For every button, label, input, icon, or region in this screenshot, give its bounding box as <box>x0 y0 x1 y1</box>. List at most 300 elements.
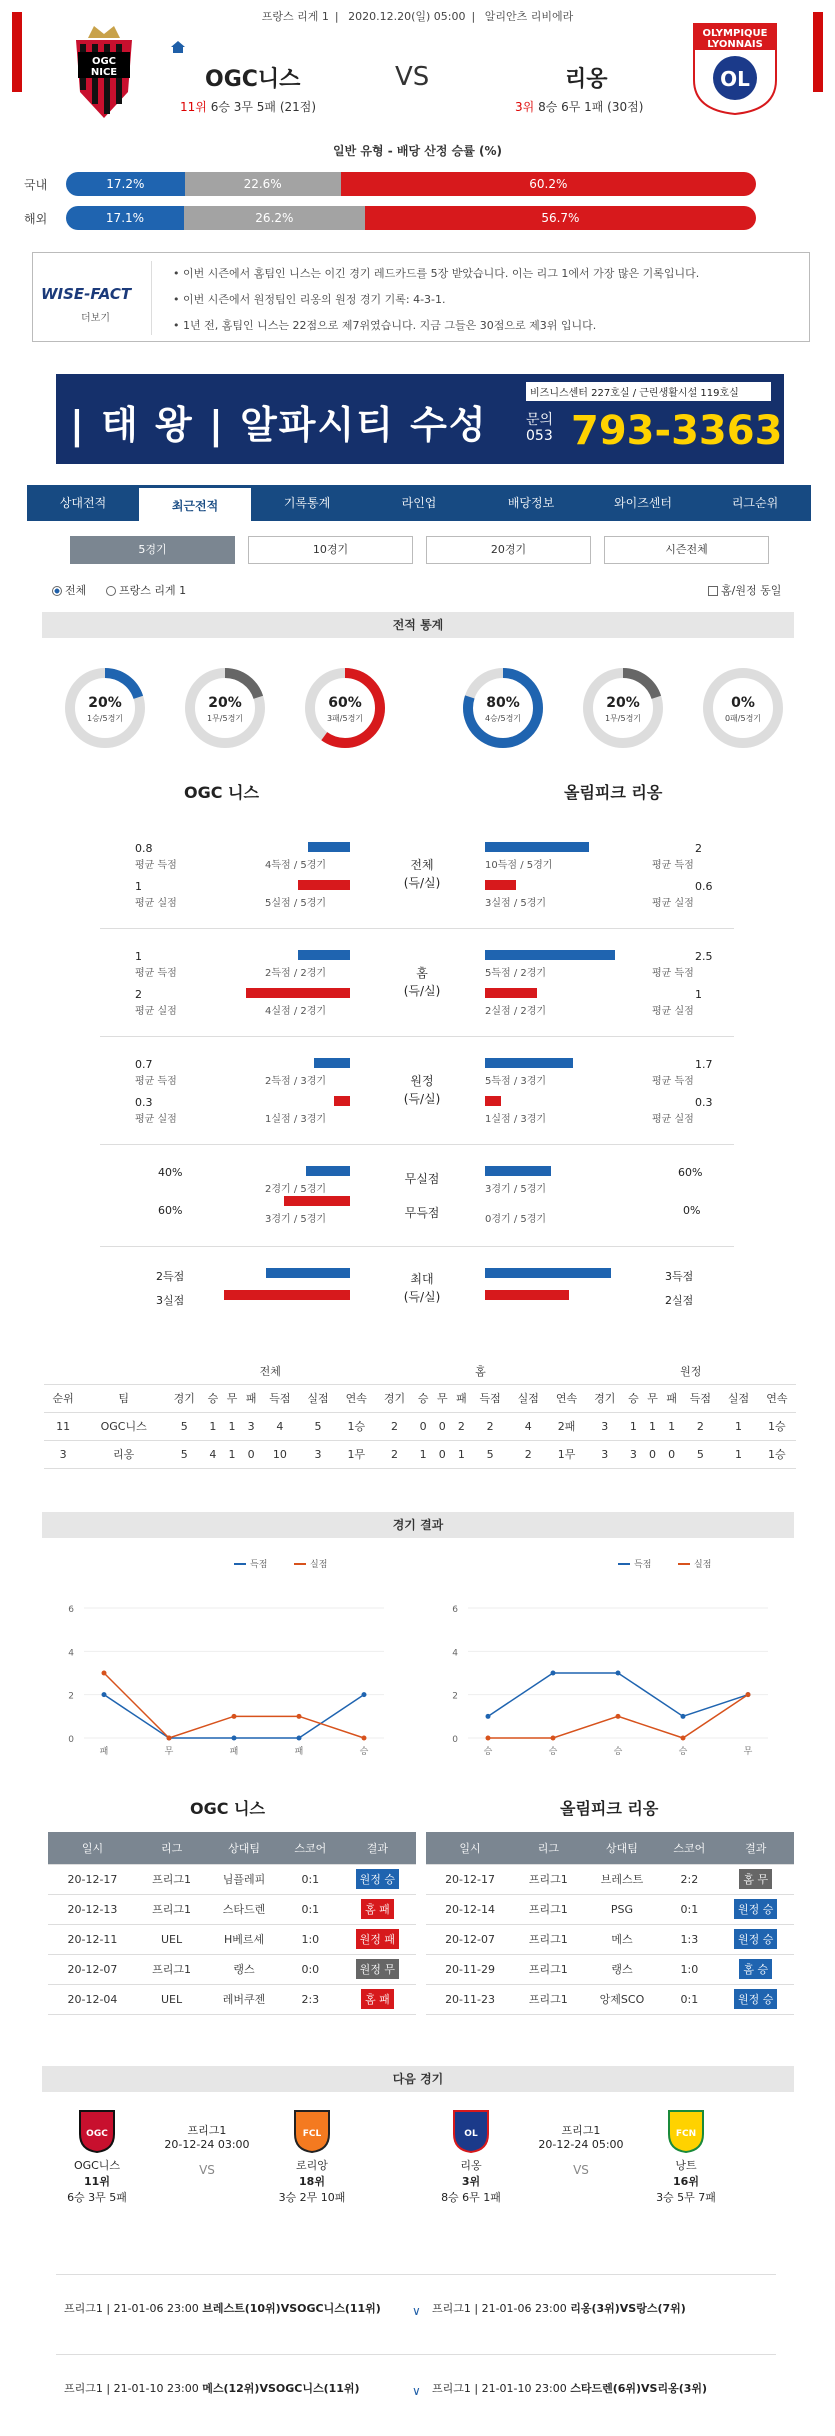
data-point <box>297 1714 302 1719</box>
away-goals-bar <box>485 1058 573 1068</box>
chevron-down-icon[interactable]: ∨ <box>412 2384 421 2398</box>
table-cell: PSG <box>583 1894 662 1924</box>
data-point <box>616 1714 621 1719</box>
away-max-conceded: 2실점 <box>665 1294 694 1307</box>
away-team-name: 리옹 <box>565 67 608 92</box>
divider <box>56 2274 776 2275</box>
fixture-home[interactable] <box>64 2380 360 2396</box>
table-cell: 1 <box>624 1412 643 1440</box>
result-cell <box>339 1984 416 2014</box>
table-cell: 20-12-07 <box>426 1924 514 1954</box>
next-away-team[interactable] <box>641 2108 731 2205</box>
away-goals-detail: 5득점 / 2경기 <box>485 968 547 979</box>
table-cell: 메스 <box>583 1924 662 1954</box>
table-cell: 1:3 <box>661 1924 717 1954</box>
table-cell: 1 <box>662 1412 681 1440</box>
stat-category: 홈 (득/실) <box>403 966 441 998</box>
donut-subtext: 1무/5경기 <box>604 714 642 723</box>
home-goals-label: 평균 득점 <box>135 1076 177 1087</box>
filter-20-games[interactable]: 20경기 <box>426 536 591 564</box>
team-crest <box>77 2108 117 2154</box>
tab-records[interactable]: 기록통계 <box>283 496 331 510</box>
table-cell: 3 <box>624 1440 643 1468</box>
next-date: 20-12-24 05:00 <box>538 2138 624 2151</box>
away-conceded-label: 평균 실점 <box>652 898 694 909</box>
chevron-down-icon[interactable]: ∨ <box>412 2304 421 2318</box>
svg-text:OLYMPIQUE: OLYMPIQUE <box>702 28 768 39</box>
fixture-teams: 스타드렌(6위)VS리옹(3위) <box>570 2382 708 2395</box>
table-cell: 2 <box>681 1412 719 1440</box>
table-cell <box>44 1358 165 1384</box>
team-rank: 11위 <box>84 2175 110 2188</box>
table-row[interactable] <box>48 1924 416 1954</box>
next-home-team[interactable] <box>426 2108 516 2205</box>
donut-subtext: 4승/5경기 <box>484 714 522 723</box>
team-crest <box>451 2108 491 2154</box>
table-cell: 프리그1 <box>137 1954 206 1984</box>
away-goals-label: 평균 득점 <box>652 860 694 871</box>
team-name: 로리앙 <box>296 2159 328 2172</box>
x-tick-label: 무 <box>164 1747 174 1757</box>
header-row <box>426 1832 794 1864</box>
fixture-teams: 브레스트(10위)VSOGC니스(11위) <box>202 2302 381 2315</box>
home-goals-bar <box>314 1058 350 1068</box>
home-max-conceded: 3실점 <box>156 1294 185 1307</box>
table-cell: 랭스 <box>206 1954 282 1984</box>
fixture-date: 프리그1 | 21-01-10 23:00 <box>64 2382 199 2395</box>
column-header: 승 <box>414 1384 433 1412</box>
table-cell: 20-12-07 <box>48 1954 137 1984</box>
x-tick-label: 승 <box>548 1747 558 1757</box>
column-header: 실점 <box>719 1384 757 1412</box>
data-point <box>102 1671 107 1676</box>
table-cell: 랭스 <box>583 1954 662 1984</box>
result-badge: 원정 승 <box>356 1869 399 1889</box>
column-header: 패 <box>452 1384 471 1412</box>
home-goals-avg: 1 <box>135 950 142 963</box>
stats-title: 전적 통계 <box>42 612 794 638</box>
column-header: 연속 <box>758 1384 796 1412</box>
table-cell: 프리그1 <box>514 1894 583 1924</box>
column-header: 무 <box>643 1384 662 1412</box>
ad-phone-area: 053 <box>526 428 553 444</box>
table-cell: 10 <box>261 1440 299 1468</box>
result-cell <box>717 1984 794 2014</box>
match-info: 프랑스 리게 1 | 2020.12.20(일) 05:00 | 알리안츠 리비에라 <box>261 10 574 23</box>
column-header: 경기 <box>165 1384 203 1412</box>
stats-away-team: 올림피크 리옹 <box>564 783 663 802</box>
data-point <box>551 1736 556 1741</box>
donut-chart <box>580 665 666 751</box>
table-cell: 0 <box>643 1440 662 1468</box>
table-cell: UEL <box>137 1924 206 1954</box>
svg-text:OL: OL <box>720 67 750 91</box>
table-cell: 2 <box>509 1440 547 1468</box>
home-conceded-detail: 4실점 / 2경기 <box>265 1006 327 1017</box>
table-cell: 2 <box>375 1440 413 1468</box>
home-no-goal-bar <box>284 1196 350 1206</box>
table-cell: 1 <box>222 1412 241 1440</box>
tab-wise-center[interactable]: 와이즈센터 <box>614 496 672 510</box>
table-cell: 4 <box>261 1412 299 1440</box>
donut-percent: 20% <box>208 695 242 711</box>
divider <box>100 1036 734 1037</box>
donut-chart <box>302 665 388 751</box>
result-cell <box>339 1894 416 1924</box>
radio-icon <box>52 586 62 596</box>
table-cell: 3 <box>44 1440 82 1468</box>
ad-phone-label <box>526 412 553 444</box>
table-row[interactable] <box>44 1412 796 1440</box>
home-conceded-avg: 0.3 <box>135 1096 153 1109</box>
away-conceded-detail: 2실점 / 2경기 <box>485 1006 547 1017</box>
x-tick-label: 승 <box>678 1747 688 1757</box>
team-rank: 3위 <box>461 2175 481 2188</box>
radio-league[interactable] <box>106 582 186 598</box>
filter-10-games[interactable]: 10경기 <box>248 536 413 564</box>
result-badge: 원정 승 <box>734 1929 777 1949</box>
column-header: 결과 <box>339 1832 416 1864</box>
away-rank: 3위 <box>515 100 535 114</box>
table-cell: 1승 <box>758 1440 796 1468</box>
next-match-info <box>526 2122 636 2177</box>
tab-recent[interactable]: 최근전적 <box>139 485 251 521</box>
table-cell: 2 <box>471 1412 509 1440</box>
table-cell: 20-12-13 <box>48 1894 137 1924</box>
table-cell: 프리그1 <box>137 1894 206 1924</box>
fixture-home[interactable] <box>64 2300 381 2316</box>
vs-label: VS <box>395 62 430 92</box>
y-tick-label: 6 <box>452 1605 458 1615</box>
filter-season[interactable]: 시즌전체 <box>604 536 769 564</box>
data-point <box>102 1692 107 1697</box>
table-row[interactable] <box>48 1984 416 2014</box>
table-row[interactable] <box>426 1954 794 1984</box>
results-home-team: OGC 니스 <box>190 1799 265 1818</box>
table-cell: 1 <box>452 1440 471 1468</box>
team-rank: 16위 <box>673 2175 699 2188</box>
column-header: 연속 <box>547 1384 585 1412</box>
legend-goals: 득점 <box>250 1560 268 1570</box>
x-tick-label: 패 <box>294 1747 304 1757</box>
wise-fact-3: • 1년 전, 홈팀인 니스는 22점으로 제7위였습니다. 지금 그들은 30점으로 제3위 입니다. <box>173 319 597 332</box>
home-conceded-bar <box>246 988 350 998</box>
odds-lose-segment: 56.7% <box>365 206 756 230</box>
team-record: 8승 6무 1패 <box>441 2191 501 2204</box>
ogc-nice-logo <box>68 22 140 122</box>
y-tick-label: 6 <box>68 1605 74 1615</box>
radio-icon <box>106 586 116 596</box>
data-point <box>551 1671 556 1676</box>
column-header: 무 <box>222 1384 241 1412</box>
away-goals-chart <box>428 1548 788 1778</box>
divider <box>151 261 152 335</box>
wise-fact-logo: WISE-FACT <box>41 285 132 303</box>
column-header: 리그 <box>514 1832 583 1864</box>
tab-lineup[interactable]: 라인업 <box>401 496 437 510</box>
result-cell <box>717 1864 794 1894</box>
away-no-goal-pct: 0% <box>683 1204 701 1217</box>
table-cell: 20-12-14 <box>426 1894 514 1924</box>
wise-fact-box <box>32 252 810 342</box>
home-conceded-detail: 1실점 / 3경기 <box>265 1114 327 1125</box>
y-tick-label: 2 <box>452 1691 458 1702</box>
away-conceded-label: 평균 실점 <box>652 1114 694 1125</box>
donut-percent: 80% <box>486 695 520 711</box>
group-total: 전체 <box>165 1358 375 1384</box>
table-cell: 0:1 <box>661 1984 717 2014</box>
home-team-name: OGC니스 <box>205 67 301 92</box>
home-conceded-label: 평균 실점 <box>135 898 177 909</box>
results-title: 경기 결과 <box>42 1512 794 1538</box>
wise-fact-1-text: 이번 시즌에서 홈팀인 니스는 이긴 경기 레드카드를 5장 받았습니다. 이는 리그 1에서 가장 많은 기록입니다. <box>183 267 700 280</box>
radio-all[interactable] <box>52 582 86 598</box>
table-cell: 0 <box>433 1412 452 1440</box>
svg-text:FCL: FCL <box>302 2129 322 2139</box>
data-point <box>746 1692 751 1697</box>
team-name: 리옹 <box>460 2159 482 2172</box>
wise-fact-3-text: 1년 전, 홈팀인 니스는 22점으로 제7위였습니다. 지금 그들은 30점으로 제3위 입니다. <box>183 319 597 332</box>
table-cell: 20-12-11 <box>48 1924 137 1954</box>
home-icon[interactable] <box>170 40 186 54</box>
away-conceded-bar <box>485 1096 501 1106</box>
data-point <box>616 1671 621 1676</box>
svg-text:OGC: OGC <box>91 56 117 67</box>
stat-category: 최대 (득/실) <box>403 1272 441 1304</box>
odds-draw-segment: 22.6% <box>185 172 341 196</box>
donut-subtext: 3패/5경기 <box>326 714 364 723</box>
column-header: 스코어 <box>661 1832 717 1864</box>
next-vs: VS <box>199 2163 215 2177</box>
table-row[interactable] <box>426 1894 794 1924</box>
home-max-goals-bar <box>266 1268 350 1278</box>
tab-league-rank[interactable]: 리그순위 <box>731 496 779 510</box>
group-away: 원정 <box>586 1358 796 1384</box>
team-record: 3승 2무 10패 <box>278 2191 346 2204</box>
result-badge: 홈 승 <box>739 1959 772 1979</box>
fixture-teams: 리옹(3위)VS랑스(7위) <box>570 2302 686 2315</box>
column-header: 연속 <box>337 1384 375 1412</box>
table-header <box>44 1384 796 1412</box>
table-row[interactable] <box>426 1864 794 1894</box>
table-row[interactable] <box>48 1894 416 1924</box>
next-title: 다음 경기 <box>42 2066 794 2092</box>
donut-percent: 20% <box>88 695 122 711</box>
table-cell: 2패 <box>547 1412 585 1440</box>
data-point <box>232 1736 237 1741</box>
legend-goals: 득점 <box>634 1560 652 1570</box>
data-point <box>232 1714 237 1719</box>
data-point <box>486 1736 491 1741</box>
home-clean-sheet-detail: 2경기 / 5경기 <box>265 1184 327 1195</box>
tab-odds[interactable]: 배당정보 <box>507 496 555 510</box>
table-cell: 3 <box>586 1440 624 1468</box>
odds-lose-segment: 60.2% <box>341 172 756 196</box>
away-goals-detail: 5득점 / 3경기 <box>485 1076 547 1087</box>
table-row[interactable] <box>48 1864 416 1894</box>
olympique-lyonnais-logo <box>690 20 780 116</box>
home-conceded-bar <box>334 1096 350 1106</box>
legend-conceded: 실점 <box>694 1560 712 1570</box>
table-cell: 5 <box>165 1412 203 1440</box>
svg-text:FCN: FCN <box>675 2129 697 2139</box>
away-conceded-avg: 0.3 <box>695 1096 713 1109</box>
column-header: 패 <box>662 1384 681 1412</box>
divider <box>100 1144 734 1145</box>
table-cell: 4 <box>203 1440 222 1468</box>
next-home-team[interactable] <box>52 2108 142 2205</box>
column-header: 상대팀 <box>583 1832 662 1864</box>
home-conceded-label: 평균 실점 <box>135 1114 177 1125</box>
table-cell: 0:1 <box>282 1894 339 1924</box>
table-row[interactable] <box>44 1440 796 1468</box>
column-header: 상대팀 <box>206 1832 282 1864</box>
table-cell: 프리그1 <box>514 1954 583 1984</box>
result-cell <box>717 1954 794 1984</box>
table-cell: 1:0 <box>661 1954 717 1984</box>
stat-category: 무득점 <box>404 1206 440 1220</box>
table-cell: 스타드렌 <box>206 1894 282 1924</box>
column-header: 승 <box>203 1384 222 1412</box>
home-results-table <box>48 1832 416 2015</box>
svg-text:LYONNAIS: LYONNAIS <box>707 39 763 50</box>
donut-subtext: 0패/5경기 <box>724 714 762 723</box>
next-match-info <box>152 2122 262 2177</box>
away-record-text: 8승 6무 1패 (30점) <box>538 100 644 114</box>
table-row[interactable] <box>48 1954 416 1984</box>
team-name-cell: OGC니스 <box>82 1412 165 1440</box>
home-no-goal-detail: 3경기 / 5경기 <box>265 1214 327 1225</box>
away-goals-avg: 1.7 <box>695 1058 713 1071</box>
table-cell: 레버쿠젠 <box>206 1984 282 2014</box>
away-conceded-bar <box>485 880 516 890</box>
result-cell <box>339 1954 416 1984</box>
stat-category: 무실점 <box>404 1172 440 1186</box>
stats-home-team: OGC 니스 <box>184 783 259 802</box>
legend-conceded: 실점 <box>310 1560 328 1570</box>
data-point <box>681 1714 686 1719</box>
table-cell: 1 <box>643 1412 662 1440</box>
team-name-cell: 리옹 <box>82 1440 165 1468</box>
table-cell: 0 <box>414 1412 433 1440</box>
ad-banner[interactable] <box>56 374 784 464</box>
table-cell: 1 <box>719 1412 757 1440</box>
ad-phone: 793-3363 <box>571 408 783 454</box>
table-cell: 11 <box>44 1412 82 1440</box>
stat-category: 전체 (득/실) <box>403 858 441 890</box>
table-cell: 0:0 <box>282 1954 339 1984</box>
away-conceded-avg: 0.6 <box>695 880 713 893</box>
donut-percent: 60% <box>328 695 362 711</box>
table-cell: 프리그1 <box>514 1924 583 1954</box>
x-tick-label: 승 <box>483 1747 493 1757</box>
next-vs: VS <box>573 2163 589 2177</box>
y-tick-label: 0 <box>68 1735 74 1745</box>
radio-all-label: 전체 <box>65 584 87 597</box>
table-cell: 0 <box>433 1440 452 1468</box>
y-tick-label: 2 <box>68 1691 74 1702</box>
table-cell: 1승 <box>337 1412 375 1440</box>
results-away-team: 올림피크 리옹 <box>560 1799 659 1818</box>
x-tick-label: 승 <box>359 1747 369 1757</box>
team-record: 3승 5무 7패 <box>656 2191 716 2204</box>
away-clean-sheet-bar <box>485 1166 551 1176</box>
table-cell: 20-12-04 <box>48 1984 137 2014</box>
table-body <box>44 1412 796 1468</box>
result-badge: 홈 패 <box>361 1899 394 1919</box>
home-clean-sheet-bar <box>306 1166 350 1176</box>
next-date: 20-12-24 03:00 <box>164 2138 250 2151</box>
column-header: 일시 <box>48 1832 137 1864</box>
result-cell <box>717 1924 794 1954</box>
table-cell: 1:0 <box>282 1924 339 1954</box>
result-badge: 원정 승 <box>734 1899 777 1919</box>
fixture-away[interactable] <box>432 2300 686 2316</box>
rank-table <box>44 1358 796 1469</box>
y-tick-label: 0 <box>452 1735 458 1745</box>
column-header: 순위 <box>44 1384 82 1412</box>
home-goals-bar <box>298 950 350 960</box>
away-max-goals: 3득점 <box>665 1270 694 1283</box>
away-clean-sheet-detail: 3경기 / 5경기 <box>485 1184 547 1195</box>
home-goals-avg: 0.8 <box>135 842 153 855</box>
column-header: 결과 <box>717 1832 794 1864</box>
table-cell: 1무 <box>547 1440 585 1468</box>
svg-text:NICE: NICE <box>90 67 118 78</box>
match-datetime: 2020.12.20(일) 05:00 <box>348 10 466 23</box>
tab-head-to-head[interactable]: 상대전적 <box>59 496 107 510</box>
filter-5-games[interactable]: 5경기 <box>70 536 235 564</box>
right-red-bar <box>813 12 823 92</box>
wise-more-link[interactable]: 더보기 <box>81 313 110 324</box>
fixture-away[interactable] <box>432 2380 707 2396</box>
table-group-header <box>44 1358 796 1384</box>
column-header: 경기 <box>586 1384 624 1412</box>
table-cell: 5 <box>299 1412 337 1440</box>
ad-brand: | 태 왕 | 알파시티 수성 <box>70 403 488 447</box>
ad-info: 비즈니스센터 227호실 / 근린생활시설 119호실 <box>526 382 771 401</box>
home-goals-bar <box>308 842 350 852</box>
fixture-date: 프리그1 | 21-01-10 23:00 <box>432 2382 567 2395</box>
header-row <box>48 1832 416 1864</box>
checkbox-icon <box>708 586 718 596</box>
team-name: 낭트 <box>675 2159 697 2172</box>
table-row[interactable] <box>426 1984 794 2014</box>
table-cell: 5 <box>471 1440 509 1468</box>
results-body <box>426 1864 794 2014</box>
column-header: 득점 <box>471 1384 509 1412</box>
main-nav <box>27 485 811 521</box>
home-away-checkbox[interactable] <box>708 582 781 598</box>
home-goals-detail: 2득점 / 2경기 <box>265 968 327 979</box>
next-away-team[interactable] <box>267 2108 357 2205</box>
table-cell: H베르셰 <box>206 1924 282 1954</box>
column-header: 실점 <box>299 1384 337 1412</box>
table-cell: 브레스트 <box>583 1864 662 1894</box>
team-crest <box>666 2108 706 2154</box>
away-conceded-label: 평균 실점 <box>652 1006 694 1017</box>
table-row[interactable] <box>426 1924 794 1954</box>
data-point <box>167 1736 172 1741</box>
table-cell: 프리그1 <box>514 1984 583 2014</box>
result-badge: 홈 무 <box>739 1869 772 1889</box>
table-cell: 님플레피 <box>206 1864 282 1894</box>
donut-percent: 0% <box>731 695 755 711</box>
league-name: 프랑스 리게 1 <box>261 10 329 23</box>
data-point <box>362 1692 367 1697</box>
away-goals-bar <box>485 950 615 960</box>
home-conceded-bar <box>298 880 350 890</box>
